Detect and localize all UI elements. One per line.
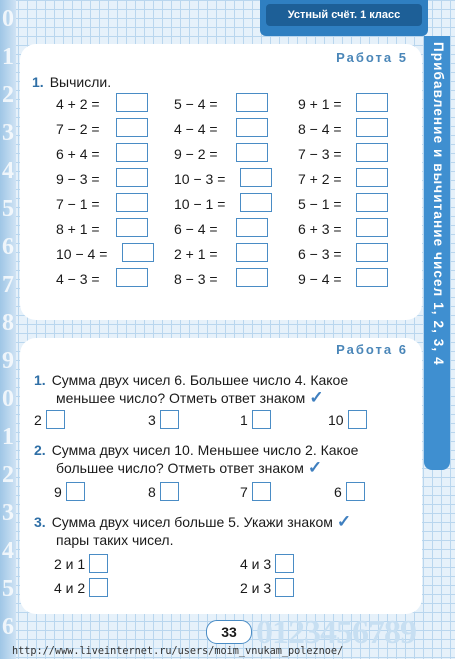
problem3-option: 4 и 3 [240, 554, 294, 573]
side-banner-text: Прибавление и вычитание чисел 1, 2, 3, 4 [431, 42, 446, 366]
work5-task-heading [32, 74, 111, 90]
exercise-expression: 9 + 1 = [298, 96, 342, 112]
exercise-expression: 4 − 3 = [56, 271, 100, 287]
answer-box[interactable] [356, 168, 388, 187]
header-tab [260, 0, 428, 36]
exercise-expression: 2 + 1 = [174, 246, 218, 262]
exercise-expression: 8 − 3 = [174, 271, 218, 287]
exercise-expression: 4 − 4 = [174, 121, 218, 137]
problem2-option: 6 [334, 482, 365, 501]
exercise-expression: 10 − 1 = [174, 196, 226, 212]
problem3-option: 2 и 3 [240, 578, 294, 597]
exercise-expression: 6 + 3 = [298, 221, 342, 237]
exercise-expression: 9 − 2 = [174, 146, 218, 162]
answer-box[interactable] [122, 243, 154, 262]
answer-box[interactable] [116, 168, 148, 187]
page-number: 33 [206, 620, 252, 644]
answer-box[interactable] [356, 118, 388, 137]
exercise-expression: 4 + 2 = [56, 96, 100, 112]
answer-checkbox[interactable] [252, 410, 271, 429]
exercise-expression: 9 − 3 = [56, 171, 100, 187]
problem1-option: 2 [34, 410, 65, 429]
answer-checkbox[interactable] [275, 554, 294, 573]
exercise-expression: 6 − 4 = [174, 221, 218, 237]
answer-box[interactable] [116, 268, 148, 287]
exercise-expression: 5 − 4 = [174, 96, 218, 112]
problem3-option: 4 и 2 [54, 578, 108, 597]
problem3-line1: 3. Сумма двух чисел больше 5. Укажи знаком ✓ [34, 512, 352, 531]
problem2-line2: большее число? Отметь ответ знаком ✓ [56, 458, 323, 477]
answer-box[interactable] [236, 268, 268, 287]
work6-card [20, 338, 422, 614]
answer-checkbox[interactable] [252, 482, 271, 501]
problem2-option: 8 [148, 482, 179, 501]
answer-box[interactable] [116, 218, 148, 237]
answer-box[interactable] [356, 243, 388, 262]
problem2-line1: 2. Сумма двух чисел 10. Меньшее число 2. Какое [34, 442, 359, 458]
watermark-url: http://www.liveinternet.ru/users/moim_vnukam_poleznoe/ [12, 646, 344, 657]
answer-checkbox[interactable] [89, 578, 108, 597]
problem2-option: 9 [54, 482, 85, 501]
answer-checkbox[interactable] [160, 410, 179, 429]
answer-checkbox[interactable] [66, 482, 85, 501]
exercise-expression: 7 − 2 = [56, 121, 100, 137]
task-text: Вычисли. [49, 74, 112, 90]
answer-box[interactable] [356, 93, 388, 112]
check-mark-icon: ✓ [307, 458, 323, 477]
decorative-digits: 0123456789 [256, 614, 416, 651]
problem1-option: 10 [328, 410, 367, 429]
answer-box[interactable] [356, 218, 388, 237]
answer-box[interactable] [240, 193, 272, 212]
answer-box[interactable] [240, 168, 272, 187]
problem1-option: 3 [148, 410, 179, 429]
work6-title: Работа 6 [336, 342, 408, 357]
exercise-expression: 9 − 4 = [298, 271, 342, 287]
exercise-expression: 7 + 2 = [298, 171, 342, 187]
answer-box[interactable] [236, 218, 268, 237]
answer-checkbox[interactable] [160, 482, 179, 501]
decorative-digit-strip: 0 1 2 3 4 5 6 7 8 9 0 1 2 3 4 5 6 [0, 0, 16, 659]
answer-box[interactable] [116, 118, 148, 137]
exercise-expression: 5 − 1 = [298, 196, 342, 212]
answer-box[interactable] [116, 143, 148, 162]
answer-checkbox[interactable] [275, 578, 294, 597]
task-number: 1. [32, 74, 44, 90]
answer-box[interactable] [236, 118, 268, 137]
problem2-option: 7 [240, 482, 271, 501]
problem1-line2: меньшее число? Отметь ответ знаком ✓ [56, 388, 324, 407]
problem3-line2: пары таких чисел. [56, 532, 174, 548]
work5-title: Работа 5 [336, 50, 408, 65]
problem1-line1: 1. Сумма двух чисел 6. Большее число 4. Какое [34, 372, 349, 388]
check-mark-icon: ✓ [336, 512, 352, 531]
answer-box[interactable] [356, 268, 388, 287]
answer-checkbox[interactable] [348, 410, 367, 429]
answer-box[interactable] [236, 243, 268, 262]
answer-box[interactable] [356, 193, 388, 212]
problem3-option: 2 и 1 [54, 554, 108, 573]
answer-box[interactable] [236, 93, 268, 112]
answer-box[interactable] [236, 143, 268, 162]
problem1-option: 1 [240, 410, 271, 429]
exercise-expression: 7 − 1 = [56, 196, 100, 212]
answer-checkbox[interactable] [46, 410, 65, 429]
answer-box[interactable] [116, 93, 148, 112]
answer-checkbox[interactable] [346, 482, 365, 501]
answer-box[interactable] [116, 193, 148, 212]
check-mark-icon: ✓ [309, 388, 324, 407]
exercise-expression: 8 − 4 = [298, 121, 342, 137]
exercise-expression: 10 − 3 = [174, 171, 226, 187]
exercise-expression: 6 + 4 = [56, 146, 100, 162]
answer-box[interactable] [356, 143, 388, 162]
exercise-expression: 6 − 3 = [298, 246, 342, 262]
exercise-expression: 8 + 1 = [56, 221, 100, 237]
answer-checkbox[interactable] [89, 554, 108, 573]
exercise-expression: 10 − 4 = [56, 246, 108, 262]
header-title: Устный счёт. 1 класс [266, 4, 422, 26]
exercise-expression: 7 − 3 = [298, 146, 342, 162]
